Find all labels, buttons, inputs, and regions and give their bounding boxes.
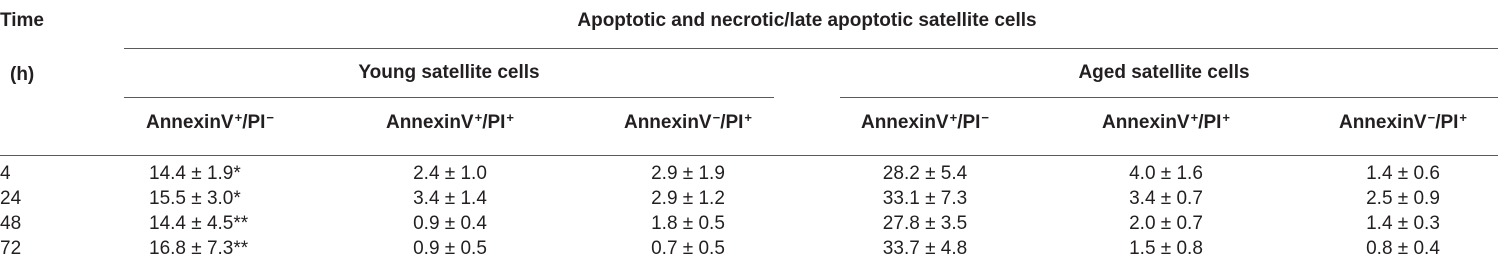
table-cell: 0.9 ± 0.4: [413, 213, 487, 234]
time-cell: 4: [0, 163, 11, 184]
table-cell: 1.4 ± 0.3: [1366, 213, 1440, 234]
table-cell: 3.4 ± 1.4: [413, 188, 487, 209]
time-cell: 24: [0, 188, 22, 209]
table-cell: 1.4 ± 0.6: [1366, 163, 1440, 184]
aged-rule: [840, 97, 1498, 98]
table-cell: 1.5 ± 0.8: [1129, 238, 1203, 259]
table-cell: 2.9 ± 1.2: [651, 188, 725, 209]
column-header: AnnexinV+/PI+: [1101, 110, 1231, 133]
young-rule: [124, 97, 774, 98]
young-header: Young satellite cells: [358, 62, 540, 83]
table-cell: 33.7 ± 4.8: [882, 238, 968, 259]
column-header: AnnexinV+/PI+: [385, 110, 515, 133]
group-header: Apoptotic and necrotic/late apoptotic satellite cells: [577, 10, 1037, 31]
column-header: AnnexinV−/PI+: [623, 110, 753, 133]
table-cell: 0.7 ± 0.5: [651, 238, 725, 259]
time-header: Time: [0, 10, 45, 31]
table-cell: 14.4 ± 1.9*: [149, 163, 241, 184]
aged-header: Aged satellite cells: [1078, 62, 1250, 83]
column-header: AnnexinV+/PI−: [860, 110, 990, 133]
time-cell: 48: [0, 213, 22, 234]
table-cell: 2.4 ± 1.0: [413, 163, 487, 184]
group-rule: [124, 48, 1498, 49]
table-cell: 2.9 ± 1.9: [651, 163, 725, 184]
table-cell: 0.9 ± 0.5: [413, 238, 487, 259]
table-cell: 2.0 ± 0.7: [1129, 213, 1203, 234]
column-header: AnnexinV−/PI+: [1338, 110, 1468, 133]
table-cell: 2.5 ± 0.9: [1366, 188, 1440, 209]
table-cell: 1.8 ± 0.5: [651, 213, 725, 234]
header-bottom-rule: [0, 155, 1498, 156]
table-cell: 0.8 ± 0.4: [1366, 238, 1440, 259]
table-cell: 28.2 ± 5.4: [882, 163, 968, 184]
time-cell: 72: [0, 238, 22, 259]
time-unit-header: (h): [10, 64, 35, 85]
table-cell: 3.4 ± 0.7: [1129, 188, 1203, 209]
table-cell: 4.0 ± 1.6: [1129, 163, 1203, 184]
table-cell: 33.1 ± 7.3: [882, 188, 968, 209]
column-header: AnnexinV+/PI−: [145, 110, 275, 133]
table-cell: 15.5 ± 3.0*: [149, 188, 241, 209]
table-cell: 14.4 ± 4.5**: [149, 213, 249, 234]
table-cell: 16.8 ± 7.3**: [149, 238, 249, 259]
table-cell: 27.8 ± 3.5: [882, 213, 968, 234]
